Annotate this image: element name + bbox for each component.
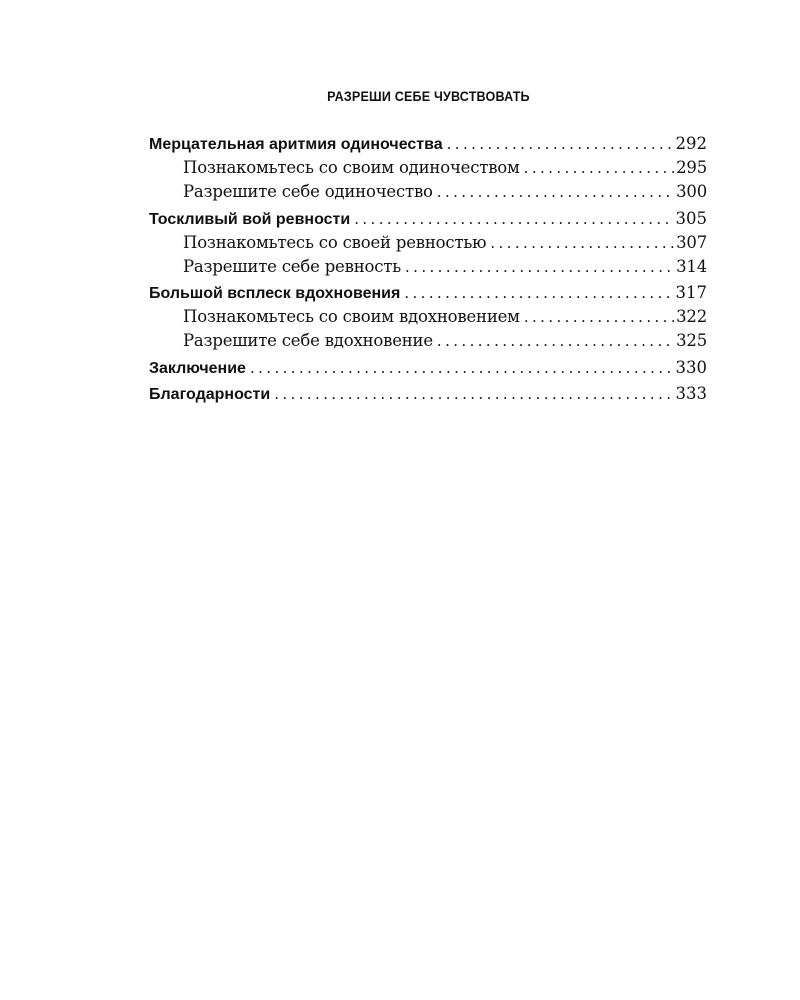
toc-section-entry bbox=[149, 231, 707, 255]
toc-chapter-entry bbox=[149, 281, 707, 305]
toc-section-entry bbox=[149, 180, 707, 204]
dot-leader bbox=[524, 305, 674, 329]
toc-entry-title: Познакомьтесь со своим вдохновением bbox=[183, 307, 520, 326]
toc-entry-page: 325 bbox=[676, 331, 707, 350]
toc-entry-page: 300 bbox=[676, 182, 707, 201]
dot-leader bbox=[437, 180, 674, 204]
toc-entry-page: 317 bbox=[675, 283, 707, 302]
dot-leader bbox=[354, 207, 673, 231]
toc-entry-title: Тоскливый вой ревности bbox=[149, 210, 351, 228]
toc-entry-page: 307 bbox=[676, 232, 707, 252]
toc-entry-page: 314 bbox=[676, 256, 707, 276]
dot-leader bbox=[524, 156, 674, 180]
dot-leader bbox=[437, 329, 674, 353]
table-of-contents bbox=[149, 132, 707, 406]
toc-entry-page: 295 bbox=[676, 158, 707, 177]
dot-leader bbox=[274, 382, 673, 406]
dot-leader bbox=[447, 132, 674, 156]
toc-entry-title: Познакомьтесь со своей ревностью bbox=[183, 232, 487, 252]
toc-entry-page: 333 bbox=[675, 384, 707, 403]
toc-chapter-entry bbox=[149, 132, 707, 156]
toc-chapter-entry bbox=[149, 356, 707, 380]
toc-entry-page: 330 bbox=[675, 357, 707, 377]
dot-leader bbox=[404, 281, 673, 305]
toc-entry-page: 292 bbox=[675, 134, 707, 153]
toc-entry-title: Благодарности bbox=[149, 386, 271, 403]
running-head: РАЗРЕШИ СЕБЕ ЧУВСТВОВАТЬ bbox=[327, 89, 530, 104]
dot-leader bbox=[490, 231, 674, 255]
toc-section-entry bbox=[149, 305, 707, 329]
toc-section-entry bbox=[149, 156, 707, 180]
toc-entry-title: Разрешите себе ревность bbox=[183, 256, 401, 276]
toc-section-entry bbox=[149, 329, 707, 353]
toc-entry-title: Разрешите себе одиночество bbox=[183, 182, 433, 201]
toc-entry-page: 322 bbox=[676, 307, 707, 326]
toc-entry-title: Разрешите себе вдохновение bbox=[183, 331, 433, 350]
toc-entry-page: 305 bbox=[675, 208, 707, 228]
dot-leader bbox=[405, 255, 674, 279]
toc-entry-title: Заключение bbox=[149, 359, 246, 377]
toc-entry-title: Большой всплеск вдохновения bbox=[149, 285, 401, 302]
toc-entry-title: Познакомьтесь со своим одиночеством bbox=[183, 158, 520, 177]
toc-chapter-entry bbox=[149, 207, 707, 231]
dot-leader bbox=[250, 356, 674, 380]
toc-chapter-entry bbox=[149, 382, 707, 406]
toc-section-entry bbox=[149, 255, 707, 279]
toc-entry-title: Мерцательная аритмия одиночества bbox=[149, 136, 443, 153]
